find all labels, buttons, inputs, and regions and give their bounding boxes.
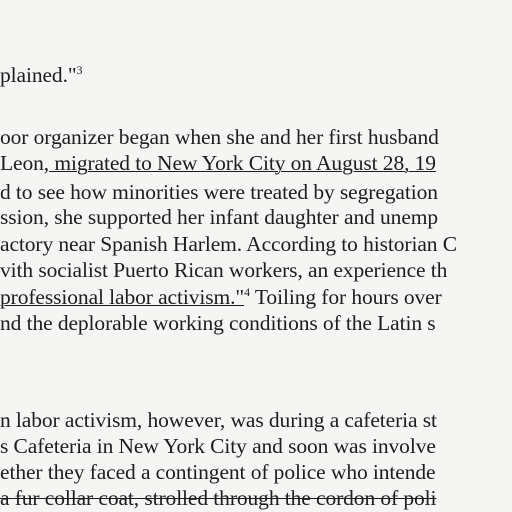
text-line-13: a fur collar coat, strolled through the cordon of poli [0, 486, 437, 510]
text-line-1: plained."$^3$ [0, 62, 83, 87]
text-line-4: d to see how minorities were treated by segregation [0, 180, 438, 204]
text-line-11: s Cafeteria in New York City and soon was involve [0, 434, 436, 458]
text-line-7: vith socialist Puerto Rican workers, an experience th [0, 258, 448, 282]
text-line-5: ssion, she supported her infant daughter and unemp [0, 205, 439, 229]
text-line-9: nd the deplorable working conditions of the Latin s [0, 311, 436, 335]
text-line-12: ether they faced a contingent of police who intende [0, 460, 436, 484]
text-line-6: actory near Spanish Harlem. According to historian C [0, 232, 457, 256]
footnote-4: 4 [244, 284, 251, 299]
text-line-3: Leon, migrated to New York City on August 28, 19 [0, 151, 436, 175]
text-line-10: n labor activism, however, was during a cafeteria st [0, 408, 437, 432]
footnote-3: 3 [76, 62, 83, 77]
text-line-2: oor organizer began when she and her first husband [0, 125, 439, 149]
text-line-8: professional labor activism."$^4$ Toiling for hours over [0, 284, 442, 309]
